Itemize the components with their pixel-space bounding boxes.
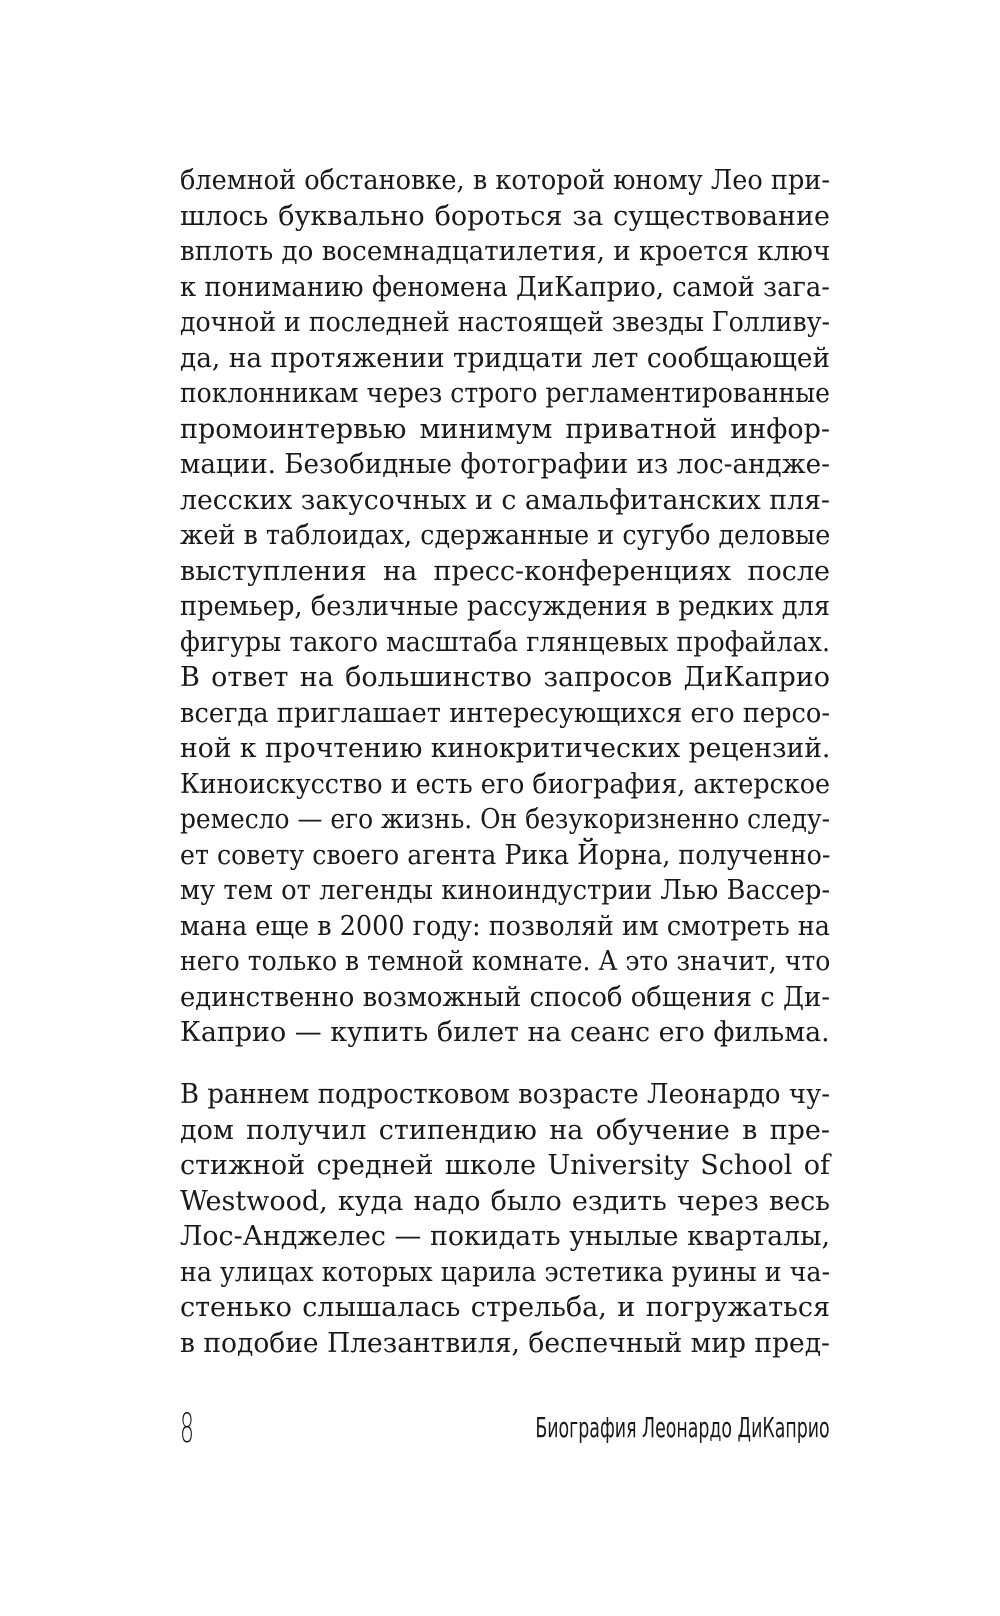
- text-line: премьер, безличные рассуждения в редких для: [180, 591, 831, 622]
- text-line: ной к прочтению кинокритических рецензий.: [180, 733, 831, 764]
- text-line: стижной средней школе University School of: [180, 1150, 830, 1181]
- text-line: В ответ на большинство запросов ДиКаприо: [180, 662, 830, 693]
- text-line: единственно возможный способ общения с Ди-: [180, 981, 831, 1013]
- page-number: 8: [180, 1406, 194, 1452]
- text-line: него только в темной комнате. А это значит, что: [180, 946, 831, 977]
- text-line: мации. Безобидные фотографии из лос-андже-: [180, 449, 830, 480]
- text-line: дочной и последней настоящей звезды Голливу-: [180, 307, 831, 338]
- paragraph-2: [180, 1077, 830, 1361]
- text-line: стенько слышалась стрельба, и погружаться: [180, 1292, 830, 1323]
- text-line: выступления на пресс-конференциях после: [180, 555, 830, 587]
- text-line: В раннем подростковом возрасте Леонардо чу-: [180, 1079, 830, 1110]
- text-line: на улицах которых царила эстетика руины и ча-: [180, 1256, 831, 1288]
- text-line: Каприо — купить билет на сеанс его фильма.: [180, 1017, 830, 1048]
- text-line: всегда приглашает интересующихся его персо-: [180, 697, 831, 729]
- text-line: да, на протяжении тридцати лет сообщающей: [180, 342, 831, 374]
- text-line: блемной обстановке, в которой юному Лео при-: [180, 165, 830, 196]
- paragraph-1: [180, 163, 830, 1051]
- running-title: Биография Леонардо ДиКаприо: [535, 1411, 830, 1444]
- text-line: фигуры такого масштаба глянцевых профайлах.: [180, 626, 831, 658]
- text-line: промоинтервью минимум приватной инфор-: [180, 413, 830, 445]
- text-line: поклонникам через строго регламентированные: [180, 378, 830, 409]
- text-line: мана еще в 2000 году: позволяй им смотреть на: [180, 910, 831, 942]
- text-line: Лос-Анджелес — покидать унылые кварталы,: [180, 1221, 831, 1252]
- text-line: к пониманию феномена ДиКаприо, самой зага-: [180, 271, 831, 303]
- text-line: му тем от легенды киноиндустрии Лью Вассер-: [180, 875, 831, 906]
- text-line: лесских закусочных и с амальфитанских пля-: [180, 484, 830, 516]
- page-footer: [180, 1404, 830, 1464]
- text-line: в подобие Плезантвиля, беспечный мир пред-: [180, 1327, 831, 1359]
- text-line: Westwood, куда надо было ездить через весь: [180, 1185, 830, 1217]
- text-line: ремесло — его жизнь. Он безукоризненно следу-: [180, 804, 831, 835]
- text-line: ет совету своего агента Рика Йорна, полученно-: [180, 839, 831, 871]
- text-line: вплоть до восемнадцатилетия, и кроется ключ: [180, 236, 831, 267]
- text-line: шлось буквально бороться за существование: [180, 200, 830, 232]
- text-line: дом получил стипендию на обучение в пре-: [180, 1114, 830, 1146]
- text-line: жей в таблоидах, сдержанные и сугубо деловые: [180, 520, 831, 551]
- text-line: Киноискусство и есть его биография, актерское: [180, 768, 830, 800]
